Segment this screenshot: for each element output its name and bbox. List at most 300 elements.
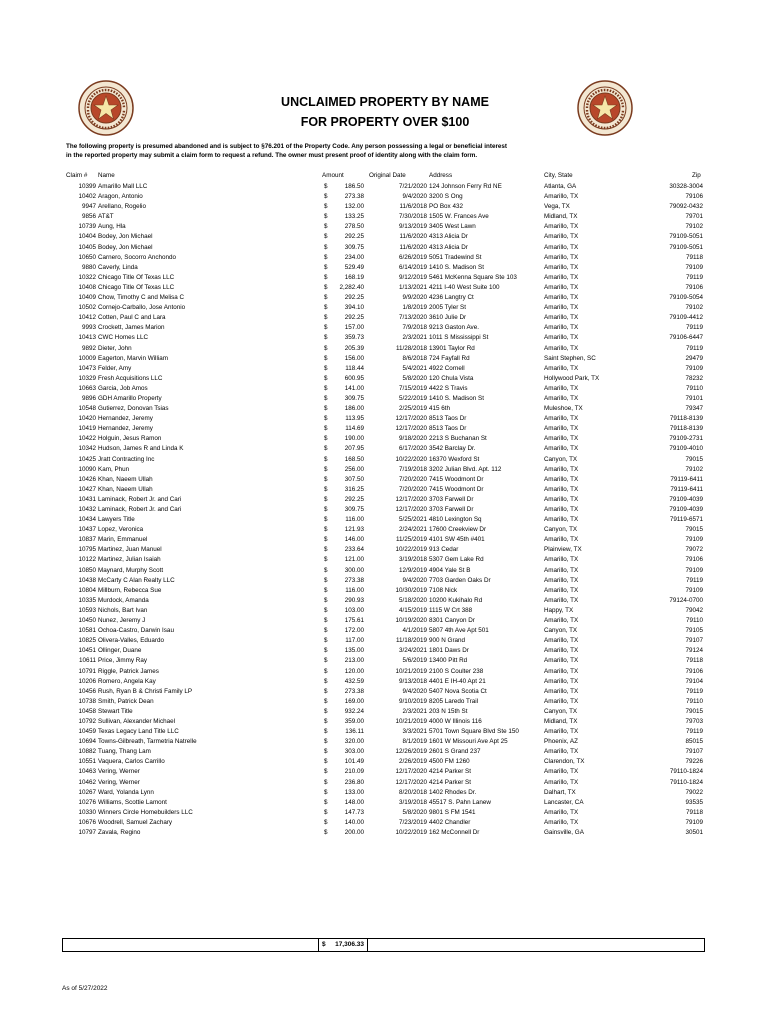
city-state-cell: Amarillo, TX (544, 263, 579, 271)
city-state-cell: Amarillo, TX (544, 808, 579, 816)
address-cell: 4214 Parker St (429, 768, 472, 776)
zip-cell: 93535 (685, 798, 703, 806)
address-cell: 8205 Laredo Trail (429, 697, 479, 705)
zip-cell: 79102 (685, 304, 703, 312)
address-cell: 4922 Cornell (429, 364, 465, 372)
amount-cell: 169.00 (344, 697, 364, 705)
amount-cell: 190.00 (344, 435, 364, 443)
original-date-cell: 1/8/2019 (402, 304, 427, 312)
original-date-cell: 5/22/2019 (398, 394, 427, 402)
claim-number-cell: 10882 (78, 748, 96, 756)
claim-number-cell: 10450 (78, 617, 96, 625)
amount-cell: 233.64 (344, 546, 364, 554)
dollar-sign-cell: $ (324, 778, 328, 786)
address-cell: 3610 Julie Dr (429, 314, 467, 322)
city-state-cell: Amarillo, TX (544, 728, 579, 736)
amount-cell: 156.00 (344, 354, 364, 362)
owner-name-cell: Garcia, Job Amos (98, 384, 148, 392)
dollar-sign-cell: $ (324, 183, 328, 190)
claim-number-cell: 10804 (78, 586, 96, 594)
dollar-sign-cell: $ (324, 314, 328, 322)
claim-number-cell: 10663 (78, 384, 96, 392)
city-state-cell: Amarillo, TX (544, 647, 579, 655)
dollar-sign-cell: $ (324, 818, 328, 826)
zip-cell: 79118 (685, 808, 703, 816)
original-date-cell: 12/17/2020 (395, 768, 427, 776)
amount-cell: 236.80 (344, 778, 364, 786)
table-row (0, 263, 770, 273)
zip-cell: 79701 (685, 213, 703, 221)
claim-number-cell: 9892 (81, 344, 96, 352)
address-cell: 4211 I-40 West Suite 100 (429, 283, 500, 291)
address-cell: 4236 Langtry Ct (429, 294, 474, 302)
address-cell: 120 Chula Vista (429, 374, 474, 382)
total-amount-box (318, 938, 368, 952)
original-date-cell: 7/9/2018 (402, 324, 427, 332)
amount-cell: 168.50 (344, 455, 364, 463)
city-state-cell: Amarillo, TX (544, 193, 579, 201)
original-date-cell: 11/6/2020 (399, 233, 427, 241)
table-row (0, 222, 770, 232)
city-state-cell: Phoenix, AZ (544, 738, 578, 746)
claim-number-cell: 10438 (78, 576, 96, 584)
owner-name-cell: Woodrell, Samuel Zachary (98, 818, 173, 826)
amount-cell: 292.25 (344, 314, 364, 322)
address-cell: 4313 Alicia Dr (429, 243, 468, 251)
table-row (0, 737, 770, 747)
original-date-cell: 9/18/2020 (398, 435, 427, 443)
amount-cell: 600.95 (344, 374, 364, 382)
address-cell: 162 McConnell Dr (429, 829, 480, 836)
table-row (0, 707, 770, 717)
zip-cell: 79110 (685, 617, 703, 625)
owner-name-cell: AT&T (98, 213, 114, 221)
address-cell: 124 Johnson Ferry Rd NE (429, 183, 502, 190)
owner-name-cell: McCarty C Alan Realty LLC (98, 576, 175, 584)
amount-cell: 292.25 (344, 294, 364, 302)
owner-name-cell: Carnero, Socorro Anchondo (98, 253, 177, 261)
city-state-cell: Amarillo, TX (544, 687, 579, 695)
amount-cell: 133.25 (344, 213, 364, 221)
city-state-cell: Amarillo, TX (544, 304, 579, 312)
zip-cell: 79105 (685, 627, 703, 635)
owner-name-cell: Cotten, Paul C and Lara (98, 314, 166, 322)
owner-name-cell: Laminack, Robert Jr. and Cari (98, 506, 182, 513)
amount-cell: 103.00 (344, 606, 364, 614)
claim-number-cell: 10009 (78, 354, 96, 362)
owner-name-cell: Cornejo-Carballo, Jose Antonio (98, 304, 186, 312)
city-state-cell: Amarillo, TX (544, 445, 579, 453)
original-date-cell: 10/21/2019 (395, 717, 427, 725)
amount-cell: 207.95 (344, 445, 364, 453)
city-state-cell: Amarillo, TX (544, 576, 579, 584)
property-table (0, 182, 770, 838)
table-row (0, 576, 770, 586)
owner-name-cell: Hudson, James R and Linda K (98, 445, 184, 453)
zip-cell: 79109-4039 (669, 495, 703, 503)
table-row (0, 788, 770, 798)
dollar-sign-cell: $ (324, 273, 328, 281)
dollar-sign-cell: $ (324, 728, 328, 736)
address-cell: 7415 Woodmont Dr (429, 475, 484, 483)
claim-number-cell: 10581 (78, 627, 96, 635)
dollar-sign-cell: $ (324, 495, 328, 503)
page-subtitle: FOR PROPERTY OVER $100 (300, 115, 470, 129)
address-cell: 4000 W Illinois 116 (429, 717, 482, 725)
dollar-sign-cell: $ (324, 374, 328, 382)
owner-name-cell: GDH Amarillo Property (98, 394, 162, 402)
zip-cell: 79110 (685, 697, 703, 705)
owner-name-cell: Ochoa-Castro, Darwin Isau (98, 627, 174, 635)
owner-name-cell: Zavala, Regino (98, 829, 141, 836)
address-cell: 8513 Taos Dr (429, 415, 467, 423)
city-state-cell: Plainview, TX (544, 546, 582, 554)
table-row (0, 525, 770, 535)
address-cell: 10200 Kukihalo Rd (429, 596, 483, 604)
amount-cell: 316.25 (344, 485, 364, 493)
dollar-sign-cell: $ (324, 344, 328, 352)
owner-name-cell: Khan, Naeem Ullah (98, 485, 153, 493)
city-state-cell: Canyon, TX (544, 455, 578, 463)
original-date-cell: 3/24/2021 (398, 647, 427, 655)
zip-cell: 78232 (685, 374, 703, 382)
claim-number-cell: 10206 (78, 677, 96, 685)
table-row (0, 757, 770, 767)
original-date-cell: 3/19/2018 (398, 556, 427, 564)
dollar-sign-cell: $ (324, 627, 328, 635)
dollar-sign-cell: $ (324, 384, 328, 392)
zip-cell: 79015 (685, 455, 703, 463)
city-state-cell: Amarillo, TX (544, 485, 579, 493)
claim-number-cell: 10422 (78, 435, 96, 443)
dollar-sign-cell: $ (324, 394, 328, 402)
dollar-sign-cell: $ (324, 576, 328, 584)
owner-name-cell: Sullivan, Alexander Michael (98, 717, 176, 725)
table-row (0, 414, 770, 424)
claim-number-cell: 10451 (78, 647, 96, 655)
dollar-sign-cell: $ (324, 788, 328, 796)
owner-name-cell: Gutierrez, Donovan Tsias (98, 405, 169, 413)
zip-cell: 79110 (685, 384, 703, 392)
dollar-sign-cell: $ (324, 808, 328, 816)
dollar-sign-cell: $ (324, 586, 328, 594)
owner-name-cell: Nichols, Bart Ivan (98, 606, 148, 614)
dollar-sign-cell: $ (324, 203, 328, 211)
zip-cell: 85015 (685, 738, 703, 746)
city-state-cell: Amarillo, TX (544, 334, 579, 342)
address-cell: 5807 4th Ave Apt 501 (429, 627, 489, 635)
original-date-cell: 9/4/2020 (402, 687, 427, 695)
dollar-sign-cell: $ (324, 758, 328, 766)
claim-number-cell: 10462 (78, 778, 96, 786)
city-state-cell: Amarillo, TX (544, 435, 579, 443)
amount-cell: 290.93 (344, 596, 364, 604)
owner-name-cell: Crockett, James Marion (98, 324, 165, 332)
dollar-sign-cell: $ (324, 445, 328, 453)
table-row (0, 586, 770, 596)
amount-cell: 309.75 (344, 506, 364, 513)
owner-name-cell: Vaquera, Carlos Carrillo (98, 758, 165, 766)
address-cell: 2005 Tyler St (429, 304, 466, 312)
owner-name-cell: Chicago Title Of Texas LLC (98, 273, 175, 281)
original-date-cell: 2/26/2019 (398, 758, 427, 766)
city-state-cell: Amarillo, TX (544, 596, 579, 604)
address-cell: 913 Cedar (429, 546, 459, 554)
dollar-sign-cell: $ (324, 465, 328, 473)
amount-cell: 320.00 (344, 738, 364, 746)
zip-cell: 79119 (685, 344, 703, 352)
claim-number-cell: 10458 (78, 707, 96, 715)
amount-cell: 117.00 (345, 637, 364, 645)
address-cell: 13400 Pitt Rd (429, 657, 468, 665)
original-date-cell: 10/19/2020 (395, 617, 427, 625)
address-cell: 8513 Taos Dr (429, 425, 467, 433)
claim-number-cell: 10399 (78, 183, 96, 190)
zip-cell: 79110-1824 (669, 768, 703, 776)
address-cell: 1410 S. Madison St (429, 394, 484, 402)
amount-cell: 114.69 (345, 425, 364, 433)
claim-number-cell: 10437 (78, 526, 96, 534)
claim-number-cell: 10837 (78, 536, 96, 544)
table-row (0, 313, 770, 323)
table-row (0, 747, 770, 757)
original-date-cell: 6/26/2019 (398, 253, 427, 261)
original-date-cell: 10/21/2019 (395, 667, 427, 675)
amount-cell: 135.00 (344, 647, 364, 655)
dollar-sign-cell: $ (324, 304, 328, 312)
owner-name-cell: Ollinger, Duane (98, 647, 142, 655)
original-date-cell: 8/1/2019 (402, 738, 427, 746)
original-date-cell: 3/3/2021 (402, 728, 427, 736)
amount-cell: 256.00 (344, 465, 364, 473)
column-header-claim: Claim # (66, 172, 88, 179)
original-date-cell: 9/9/2020 (402, 294, 427, 302)
zip-cell: 79102 (685, 465, 703, 473)
zip-cell: 79109-5054 (669, 294, 703, 302)
original-date-cell: 8/20/2018 (398, 788, 427, 796)
table-row (0, 182, 770, 192)
column-header-name: Name (98, 172, 115, 179)
city-state-cell: Amarillo, TX (544, 364, 579, 372)
address-cell: 5307 Gem Lake Rd (429, 556, 484, 564)
claim-number-cell: 10456 (78, 687, 96, 695)
city-state-cell: Amarillo, TX (544, 556, 579, 564)
zip-cell: 79703 (685, 717, 703, 725)
zip-cell: 79092-0432 (669, 203, 703, 211)
original-date-cell: 9/13/2019 (398, 223, 427, 231)
table-row (0, 374, 770, 384)
table-row (0, 545, 770, 555)
address-cell: 2213 S Buchanan St (429, 435, 487, 443)
owner-name-cell: Williams, Scottie Lamont (98, 798, 167, 806)
amount-cell: 136.11 (345, 728, 364, 736)
owner-name-cell: Smith, Patrick Dean (98, 697, 154, 705)
original-date-cell: 8/6/2018 (402, 354, 427, 362)
zip-cell: 79106 (685, 193, 703, 201)
dollar-sign-cell: $ (324, 435, 328, 443)
claim-number-cell: 10593 (78, 606, 96, 614)
owner-name-cell: Hernandez, Jeremy (98, 415, 153, 423)
owner-name-cell: Marin, Emmanuel (98, 536, 148, 544)
city-state-cell: Amarillo, TX (544, 536, 579, 544)
table-row (0, 344, 770, 354)
dollar-sign-cell: $ (324, 294, 328, 302)
address-cell: 5407 Nova Scotia Ct (429, 687, 487, 695)
zip-cell: 29479 (685, 354, 703, 362)
dollar-sign-cell: $ (324, 516, 328, 524)
address-cell: 9213 Gaston Ave. (429, 324, 479, 332)
original-date-cell: 11/18/2019 (395, 637, 427, 645)
original-date-cell: 12/9/2019 (398, 566, 427, 574)
zip-cell: 79106 (685, 283, 703, 291)
table-row (0, 636, 770, 646)
address-cell: 5701 Town Square Blvd Ste 150 (429, 728, 519, 736)
zip-cell: 79109 (685, 566, 703, 574)
original-date-cell: 12/17/2020 (395, 415, 427, 423)
claim-number-cell: 10330 (78, 808, 96, 816)
amount-cell: 394.10 (344, 304, 364, 312)
claim-number-cell: 10551 (78, 758, 96, 766)
original-date-cell: 10/22/2019 (395, 829, 427, 836)
dollar-sign-cell: $ (324, 233, 328, 241)
dollar-sign-cell: $ (324, 637, 328, 645)
claim-number-cell: 10694 (78, 738, 96, 746)
table-row (0, 778, 770, 788)
amount-cell: 292.25 (344, 495, 364, 503)
owner-name-cell: Olivera-Valles, Eduardo (98, 637, 165, 645)
table-row (0, 303, 770, 313)
city-state-cell: Amarillo, TX (544, 778, 579, 786)
city-state-cell: Amarillo, TX (544, 223, 579, 231)
address-cell: 3703 Farwell Dr (429, 506, 474, 513)
table-row (0, 515, 770, 525)
amount-cell: 2,282.40 (339, 283, 364, 291)
amount-cell: 932.24 (344, 707, 364, 715)
original-date-cell: 12/17/2020 (395, 495, 427, 503)
zip-cell: 79109-2731 (669, 435, 703, 443)
dollar-sign-cell: $ (324, 415, 328, 423)
owner-name-cell: Bodey, Jon Michael (98, 243, 153, 251)
address-cell: 3703 Farwell Dr (429, 495, 474, 503)
amount-cell: 186.00 (344, 405, 364, 413)
claim-number-cell: 9947 (81, 203, 96, 211)
address-cell: 4904 Yale St B (429, 566, 471, 574)
dollar-sign-cell: $ (324, 707, 328, 715)
city-state-cell: Amarillo, TX (544, 253, 579, 261)
table-row (0, 455, 770, 465)
zip-cell: 79118-8139 (669, 415, 703, 423)
city-state-cell: Saint Stephen, SC (544, 354, 596, 362)
column-header-zip: Zip (692, 172, 701, 179)
dollar-sign-cell: $ (324, 677, 328, 685)
zip-cell: 79119 (685, 576, 703, 584)
dollar-sign-cell: $ (324, 283, 328, 291)
claim-number-cell: 10791 (78, 667, 96, 675)
claim-number-cell: 10676 (78, 818, 96, 826)
amount-cell: 307.50 (344, 475, 364, 483)
table-total-divider (62, 938, 704, 939)
zip-cell: 79119-6411 (670, 475, 703, 483)
amount-cell: 133.00 (344, 788, 364, 796)
city-state-cell: Amarillo, TX (544, 425, 579, 433)
claim-number-cell: 10420 (78, 415, 96, 423)
column-header-amount: Amount (322, 172, 344, 179)
amount-cell: 172.00 (344, 627, 364, 635)
table-row (0, 606, 770, 616)
dollar-sign-cell: $ (324, 243, 328, 251)
zip-cell: 79101 (685, 394, 703, 402)
table-row (0, 485, 770, 495)
claim-number-cell: 10419 (78, 425, 96, 433)
original-date-cell: 5/8/2020 (402, 374, 427, 382)
claim-number-cell: 10463 (78, 768, 96, 776)
amount-cell: 175.61 (344, 617, 364, 625)
claim-number-cell: 10425 (78, 455, 96, 463)
zip-cell: 79109 (685, 364, 703, 372)
claim-number-cell: 10090 (78, 465, 96, 473)
zip-cell: 79118 (685, 253, 703, 261)
owner-name-cell: Riggle, Patrick James (98, 667, 159, 675)
table-row (0, 404, 770, 414)
city-state-cell: Amarillo, TX (544, 394, 579, 402)
city-state-cell: Amarillo, TX (544, 243, 579, 251)
zip-cell: 79124-0700 (669, 596, 703, 604)
table-row (0, 646, 770, 656)
address-cell: 3202 Julian Blvd. Apt. 112 (429, 465, 502, 473)
total-dollar-sign: $ (322, 941, 326, 948)
zip-cell: 79119 (685, 728, 703, 736)
table-row (0, 333, 770, 343)
table-row (0, 232, 770, 242)
table-row (0, 535, 770, 545)
owner-name-cell: Felder, Amy (98, 364, 132, 372)
original-date-cell: 11/6/2018 (399, 203, 427, 211)
original-date-cell: 2/3/2021 (402, 707, 427, 715)
city-state-cell: Amarillo, TX (544, 283, 579, 291)
amount-cell: 118.44 (345, 364, 364, 372)
table-row (0, 202, 770, 212)
table-row (0, 323, 770, 333)
table-row (0, 424, 770, 434)
address-cell: 4500 FM 1260 (429, 758, 470, 766)
original-date-cell: 12/17/2020 (395, 778, 427, 786)
zip-cell: 79109-4412 (669, 314, 703, 322)
city-state-cell: Hollywood Park, TX (544, 374, 600, 382)
address-cell: 7703 Garden Oaks Dr (429, 576, 491, 584)
amount-cell: 186.50 (344, 183, 364, 190)
address-cell: 7415 Woodmont Dr (429, 485, 484, 493)
owner-name-cell: Caverly, Linda (98, 263, 138, 271)
city-state-cell: Amarillo, TX (544, 818, 579, 826)
owner-name-cell: Romero, Angela Kay (98, 677, 156, 685)
zip-cell: 79119-6571 (669, 516, 703, 524)
address-cell: 16370 Wexford St (429, 455, 480, 463)
dollar-sign-cell: $ (324, 193, 328, 201)
amount-cell: 303.00 (344, 748, 364, 756)
zip-cell: 79109 (685, 263, 703, 271)
original-date-cell: 5/8/2020 (402, 808, 427, 816)
zip-cell: 30328-3004 (669, 183, 703, 190)
claim-number-cell: 10329 (78, 374, 96, 382)
owner-name-cell: Aung, Hla (98, 223, 126, 231)
zip-cell: 79119-6411 (670, 485, 703, 493)
owner-name-cell: Nunez, Jeremy J (98, 617, 146, 625)
amount-cell: 168.19 (344, 273, 364, 281)
city-state-cell: Amarillo, TX (544, 667, 579, 675)
amount-cell: 234.00 (344, 253, 364, 261)
table-row (0, 798, 770, 808)
address-cell: 4401 E IH-40 Apt 21 (429, 677, 486, 685)
